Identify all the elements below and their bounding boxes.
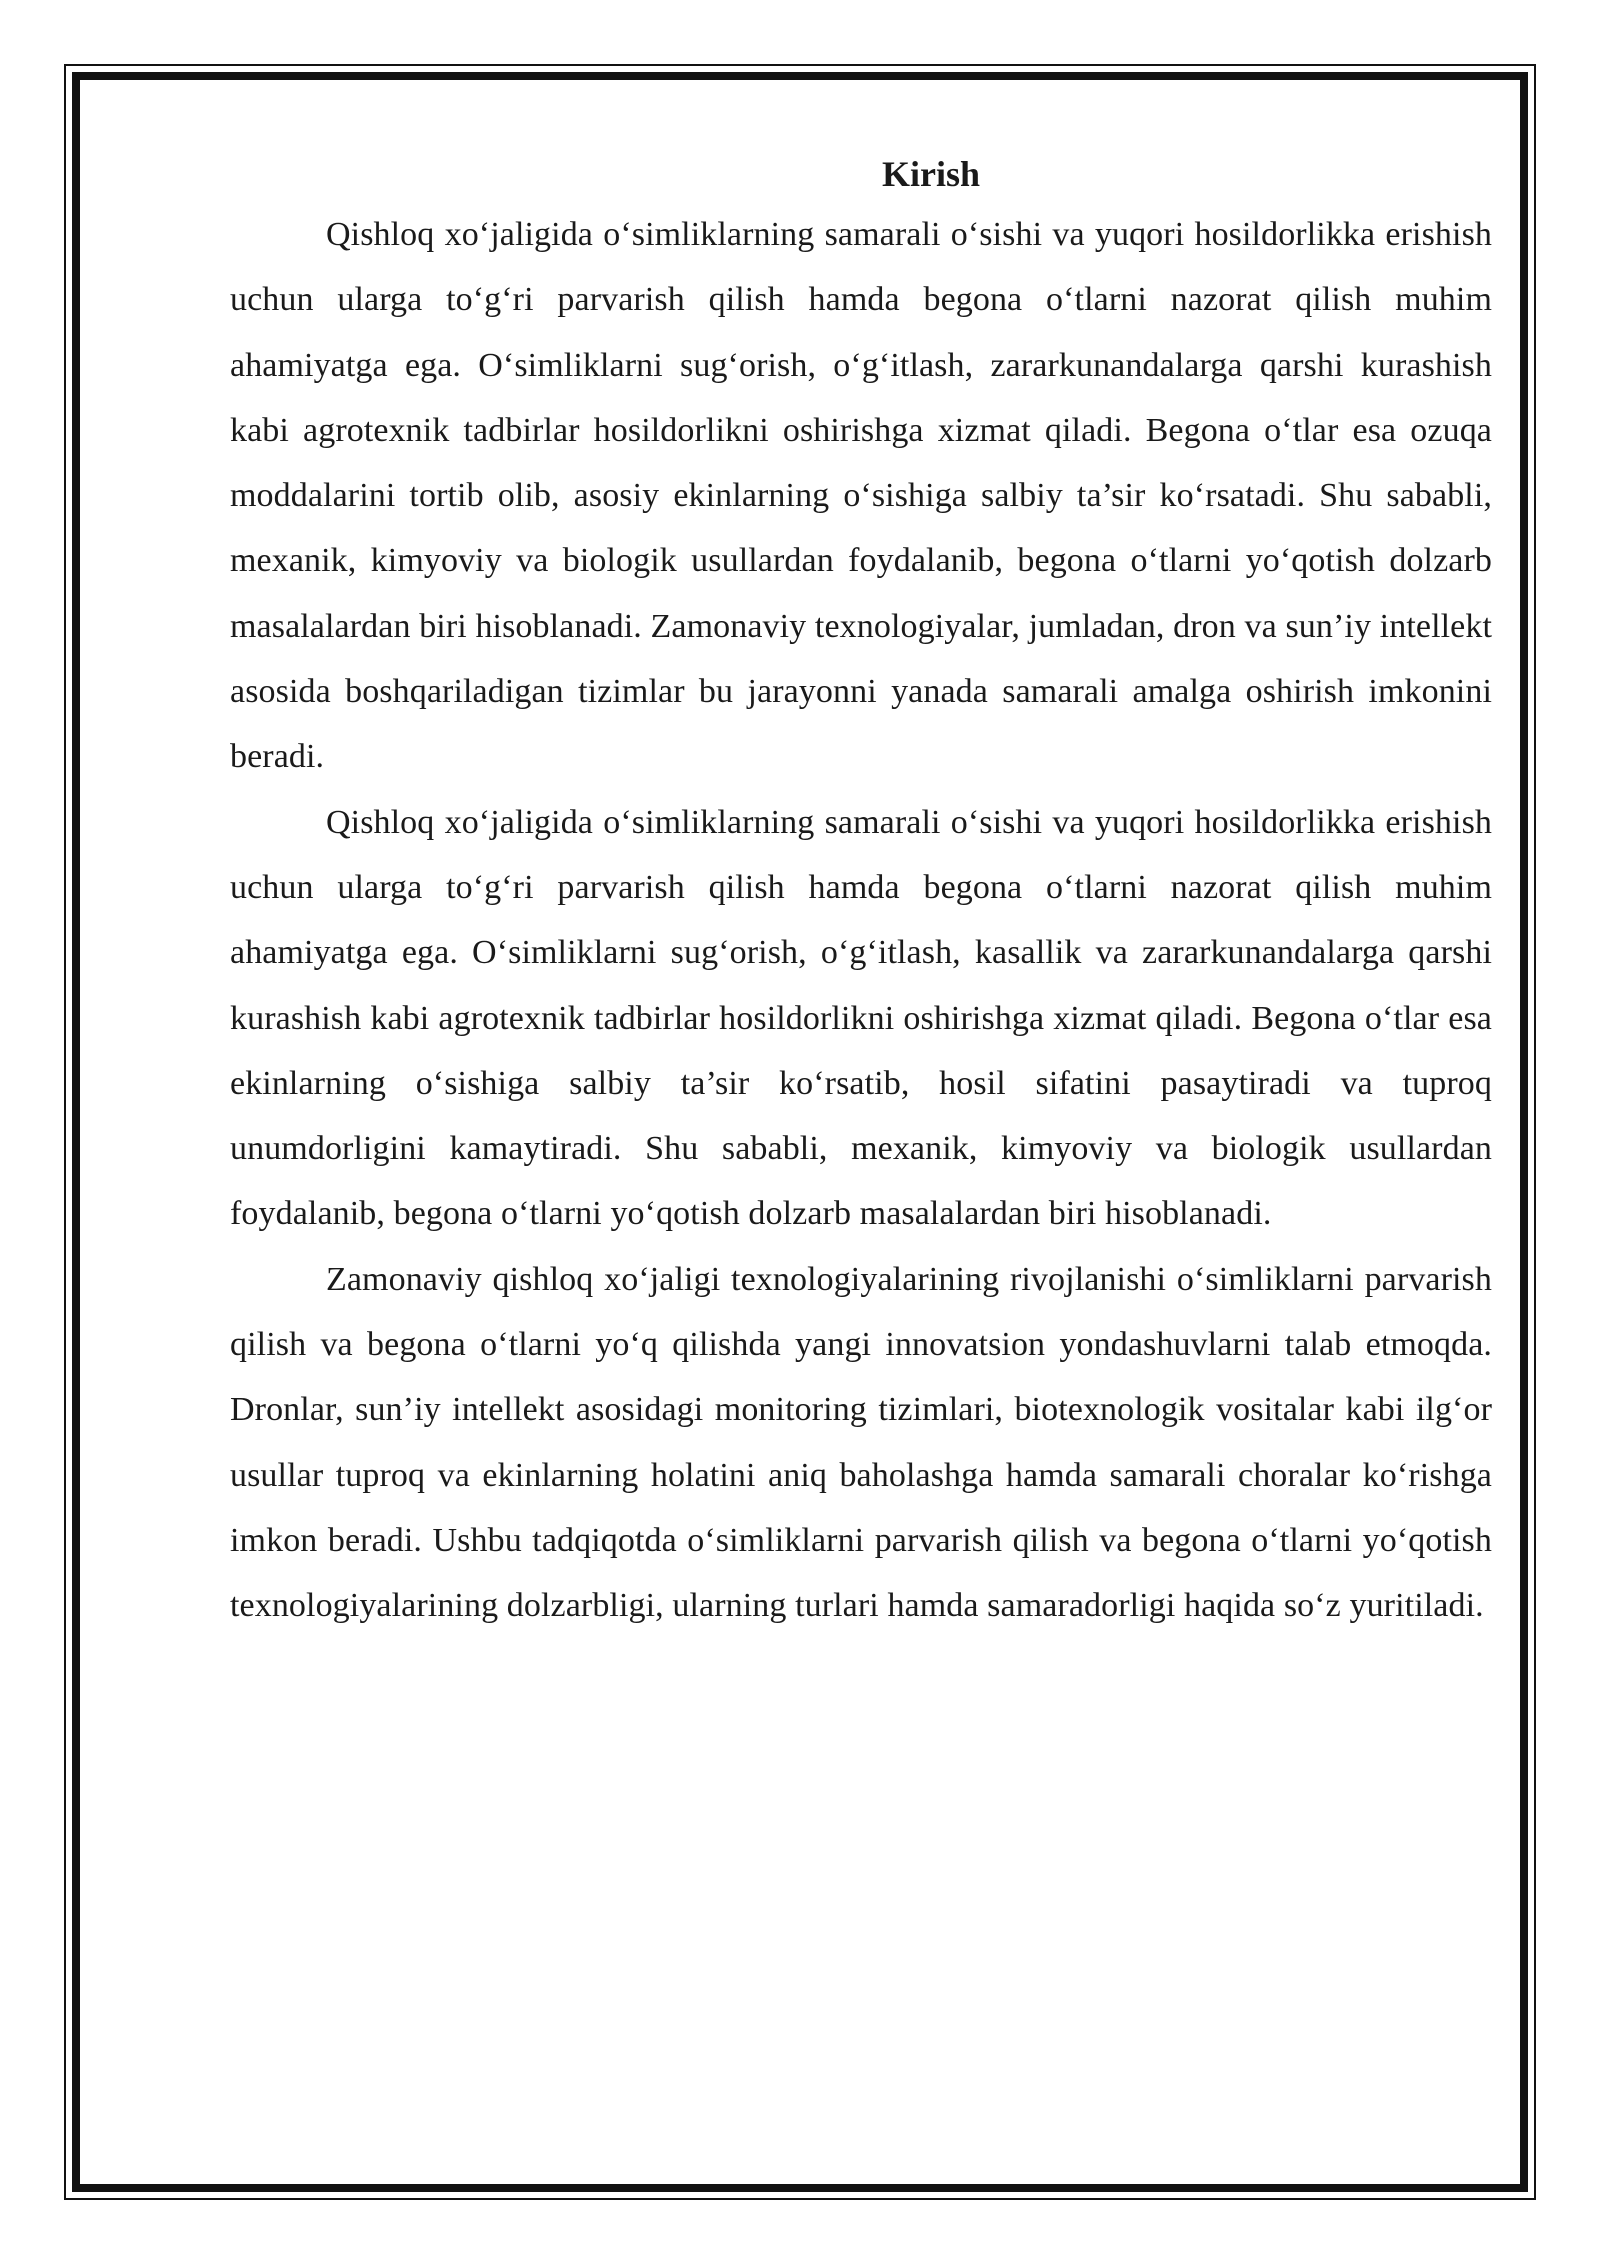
paragraph-2: Qishloq xo‘jaligida o‘simliklarning samarali o‘sishi va yuqori hosildorlikka erishish uchun ularga to‘g‘ri parvarish qilish hamda begona o‘tlarni nazorat qilish muhim ahamiyatga ega. O‘simliklarni sug‘orish, o‘g‘itlash, kasallik va zararkunandalarga qarshi kurashish kabi agrotexnik tadbirlar hosildorlikni oshirishga xizmat qiladi. Begona o‘tlar esa ekinlarning o‘sishiga salbiy ta’sir ko‘rsatib, hosil sifatini pasaytiradi va tuproq unumdorligini kamaytiradi. Shu sababli, mexanik, kimyoviy va biologik usullardan foydalanib, begona o‘tlarni yo‘qotish dolzarb masalalardan biri hisoblanadi.	[230, 803, 1492, 1233]
section-title: Kirish	[881, 154, 980, 194]
paragraph-3: Zamonaviy qishloq xo‘jaligi texnologiyalarining rivojlanishi o‘simliklarni parvarish qilish va begona o‘tlarni yo‘q qilishda yangi innovatsion yondashuvlarni talab etmoqda. Dronlar, sun’iy intellekt asosidagi monitoring tizimlari, biotexnologik vositalar kabi ilg‘or usullar tuproq va ekinlarning holatini aniq baholashga hamda samarali choralar ko‘rishga imkon beradi. Ushbu tadqiqotda o‘simliklarni parvarish qilish va begona o‘tlarni yo‘qotish texnologiyalarining dolzarbligi, ularning turlari hamda samaradorligi haqida so‘z yuritiladi.	[230, 1260, 1492, 1625]
paragraph-1: Qishloq xo‘jaligida o‘simliklarning samarali o‘sishi va yuqori hosildorlikka erishish uchun ularga to‘g‘ri parvarish qilish hamda begona o‘tlarni nazorat qilish muhim ahamiyatga ega. O‘simliklarni sug‘orish, o‘g‘itlash, zararkunandalarga qarshi kurashish kabi agrotexnik tadbirlar hosildorlikni oshirishga xizmat qiladi. Begona o‘tlar esa ozuqa moddalarini tortib olib, asosiy ekinlarning o‘sishiga salbiy ta’sir ko‘rsatadi. Shu sababli, mexanik, kimyoviy va biologik usullardan foydalanib, begona o‘tlarni yo‘qotish dolzarb masalalardan biri hisoblanadi. Zamonaviy texnologiyalar, jumladan, dron va sun’iy intellekt asosida boshqariladigan tizimlar bu jarayonni yanada samarali amalga oshirish imkonini beradi.	[230, 216, 1492, 776]
document-body	[230, 146, 1492, 1639]
